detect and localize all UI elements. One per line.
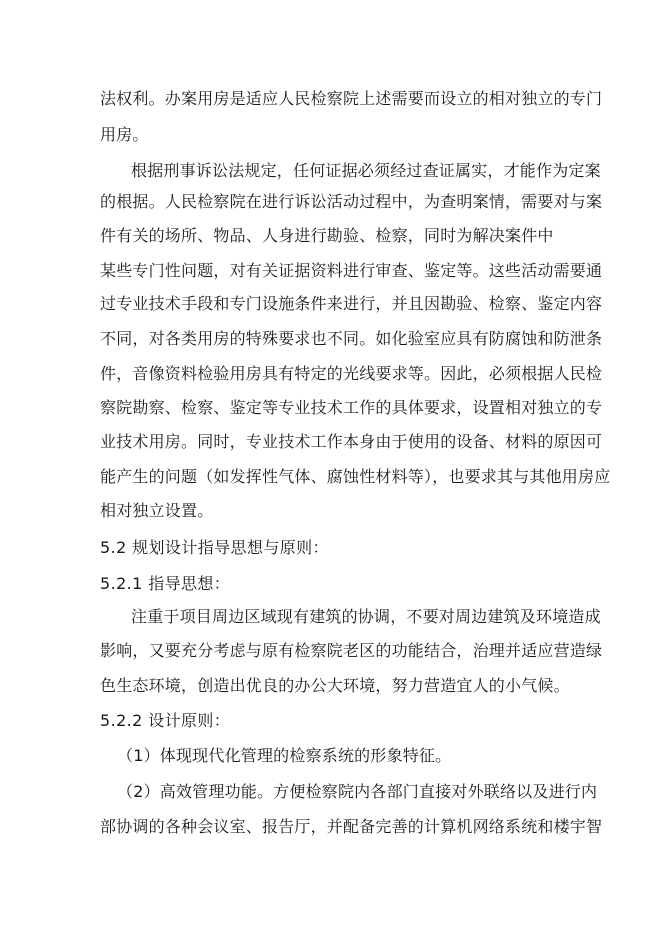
paragraph-2-line-1: 根据刑事诉讼法规定，任何证据必须经过查证属实，才能作为定案	[131, 161, 601, 180]
principle-item-1: （1）体现现代化管理的检察系统的形象特征。	[117, 746, 452, 765]
paragraph-2-line-2: 的根据。人民检察院在进行诉讼活动过程中，为查明案情，需要对与案	[100, 192, 603, 211]
section-heading-5-2-2: 5.2.2 设计原则：	[100, 711, 231, 730]
principle-item-2-line-1: （2）高效管理功能。方便检察院内各部门直接对外联络以及进行内	[117, 782, 598, 801]
paragraph-2-line-3: 件有关的场所、物品、人身进行勘验、检察，同时为解决案件中	[100, 226, 554, 245]
paragraph-2-line-7: 件，音像资料检验用房具有特定的光线要求等。因此，必须根据人民检	[100, 364, 603, 383]
paragraph-3-line-1: 注重于项目周边区域现有建筑的协调，不要对周边建筑及环境造成	[131, 607, 601, 626]
paragraph-2-line-11: 相对独立设置。	[100, 501, 214, 520]
paragraph-2-line-4: 某些专门性问题，对有关证据资料进行审查、鉴定等。这些活动需要通	[100, 261, 603, 280]
section-heading-5-2: 5.2 规划设计指导思想与原则：	[100, 538, 329, 557]
paragraph-1-line-1: 法权利。办案用房是适应人民检察院上述需要而设立的相对独立的专门	[100, 89, 603, 108]
section-heading-5-2-1: 5.2.1 指导思想：	[100, 574, 231, 593]
paragraph-2-line-6: 不同，对各类用房的特殊要求也不同。如化验室应具有防腐蚀和防泄条	[100, 329, 603, 348]
paragraph-3-line-3: 色生态环境，创造出优良的办公大环境，努力营造宜人的小气候。	[100, 676, 570, 695]
paragraph-1-line-2: 用房。	[100, 125, 149, 144]
paragraph-2-line-5: 过专业技术手段和专门设施条件来进行，并且因勘验、检察、鉴定内容	[100, 294, 603, 313]
principle-item-2-line-2: 部协调的各种会议室、报告厅，并配备完善的计算机网络系统和楼宇智	[100, 817, 603, 836]
paragraph-2-line-8: 察院勘察、检察、鉴定等专业技术工作的具体要求，设置相对独立的专	[100, 398, 603, 417]
paragraph-2-line-10: 能产生的问题（如发挥性气体、腐蚀性材料等），也要求其与其他用房应	[100, 467, 611, 486]
paragraph-2-line-9: 业技术用房。同时，专业技术工作本身由于使用的设备、材料的原因可	[100, 432, 603, 451]
paragraph-3-line-2: 影响，又要充分考虑与原有检察院老区的功能结合，治理并适应营造绿	[100, 641, 603, 660]
